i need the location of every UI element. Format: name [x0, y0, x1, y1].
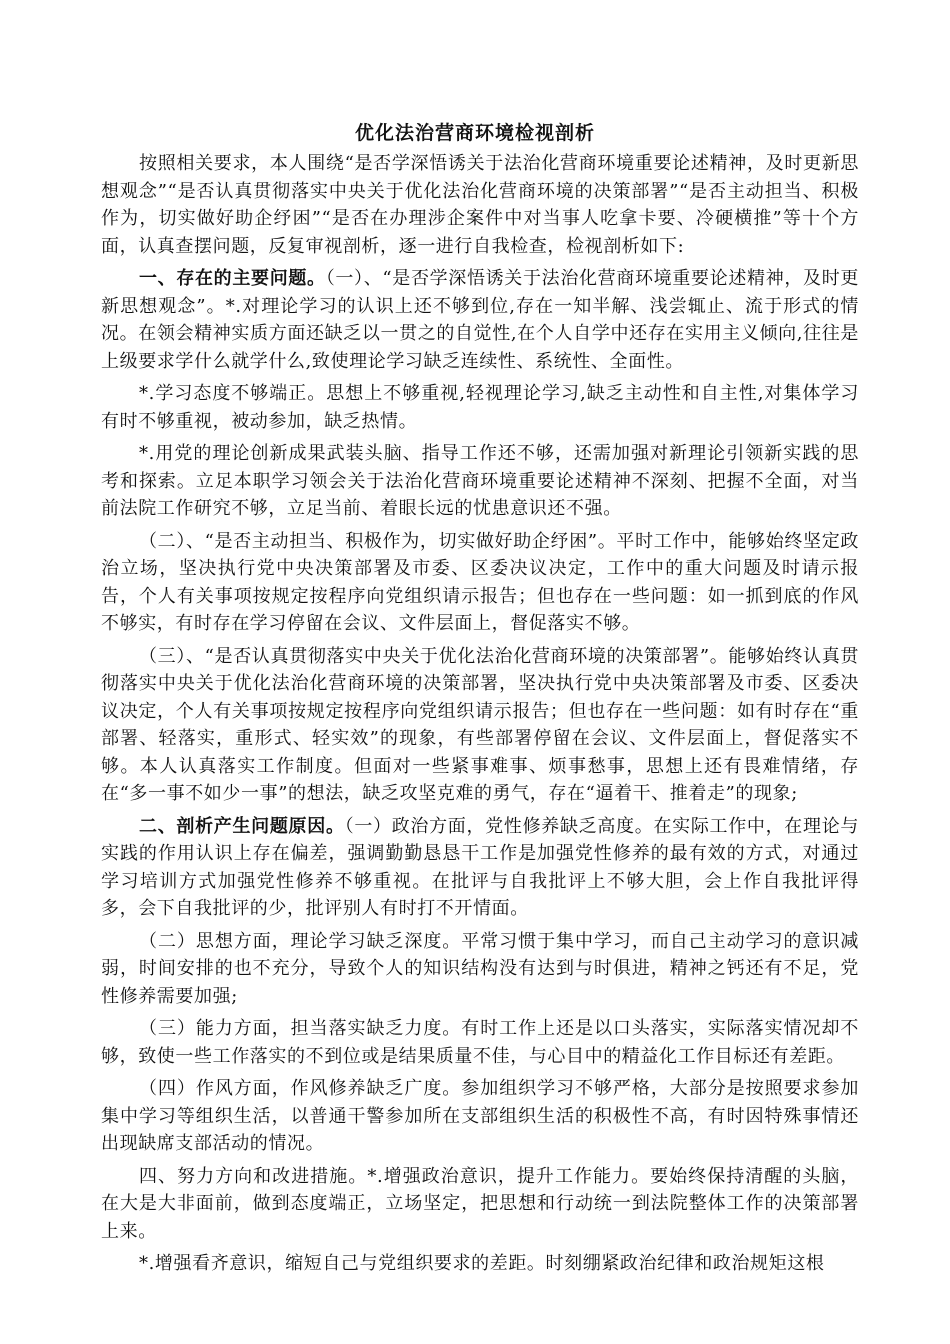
document-body [101, 150, 859, 1283]
paragraph [101, 1015, 859, 1070]
paragraph-text: （二）、“是否主动担当、积极作为，切实做好助企纾困”。平时工作中，能够始终坚定政治立场，坚决执行党中央决策部署及市委、区委决议决定，工作中的重大问题及时请示报告，个人有关事项按规定按程序向党组织请示报告；但也存在一些问题：如一抓到底的作风不够实，有时存在学习停留在会议、文件层面上，督促落实不够。 [101, 530, 859, 634]
paragraph [101, 928, 859, 1011]
paragraph-text: （二）思想方面，理论学习缺乏深度。平常习惯于集中学习，而自己主动学习的意识减弱，时间安排的也不充分，导致个人的知识结构没有达到与时俱进，精神之钙还有不足，党性修养需要加强; [101, 930, 859, 1007]
paragraph-text: *.用党的理论创新成果武装头脑、指导工作还不够，还需加强对新理论引领新实践的思考和探索。立足本职学习领会关于法治化营商环境重要论述精神不深刻、把握不全面，对当前法院工作研究不够，立足当前、着眼长远的忧患意识还不强。 [101, 443, 859, 519]
section-heading: 一、存在的主要问题。 [139, 268, 326, 289]
paragraph-section-2 [101, 813, 859, 923]
paragraph-section-1 [101, 265, 859, 375]
document-title: 优化法治营商环境检视剖析 [354, 122, 595, 144]
paragraph [101, 1250, 859, 1278]
paragraph-text: （四）作风方面，作风修养缺乏广度。参加组织学习不够严格，大部分是按照要求参加集中学习等组织生活，以普通干警参加所在支部组织生活的积极性不高，有时因特殊事情还出现缺席支部活动的情况。 [101, 1078, 859, 1154]
paragraph-text: （三）能力方面，担当落实缺乏力度。有时工作上还是以口头落实，实际落实情况却不够，致使一些工作落实的不到位或是结果质量不佳，与心目中的精益化工作目标还有差距。 [101, 1018, 859, 1067]
paragraph-text: *.学习态度不够端正。思想上不够重视,轻视理论学习,缺乏主动性和自主性,对集体学习有时不够重视，被动参加，缺乏热情。 [101, 383, 859, 432]
paragraph [101, 440, 859, 523]
paragraph-text: *.增强看齐意识，缩短自己与党组织要求的差距。时刻绷紧政治纪律和政治规矩这根 [139, 1253, 825, 1274]
paragraph-intro [101, 150, 859, 260]
paragraph-text: （一）、“是否学深悟诱关于法治化营商环境重要论述精神，及时更新思想观念”。*.对理论学习的认识上还不够到位,存在一知半解、浅尝辄止、流于形式的情况。在领会精神实质方面还缺乏以一贯之的自觉性,在个人自学中还存在实用主义倾向,往往是上级要求学什么就学什么,致使理论学习缺乏连续性、系统性、全面性。 [101, 268, 859, 372]
section-heading: 二、剖析产生问题原因。 [139, 815, 345, 837]
paragraph [101, 1075, 859, 1158]
paragraph-text: 四、努力方向和改进措施。*.增强政治意识，提升工作能力。要始终保持清醒的头脑，在大是大非面前，做到态度端正，立场坚定，把思想和行动统一到法院整体工作的决策部署上来。 [101, 1165, 859, 1242]
paragraph-section-4 [101, 1163, 859, 1246]
paragraph-text: （三）、“是否认真贯彻落实中央关于优化法治化营商环境的决策部署”。能够始终认真贯彻落实中央关于优化法治化营商环境的决策部署，坚决执行党中央决策部署及市委、区委决议决定，个人有关事项按规定按程序向党组织请示报告；但也存在一些问题：如有时存在“重部署、轻落实，重形式、轻实效”的现象，有些部署停留在会议、文件层面上，督促落实不够。本人认真落实工作制度。但面对一些紧事难事、烦事愁事，思想上还有畏难情绪，存在“多一事不如少一事”的想法，缺乏攻坚克难的勇气，存在“逼着干、推着走”的现象; [101, 645, 859, 804]
paragraph [101, 528, 859, 638]
paragraph [101, 643, 859, 808]
paragraph [101, 380, 859, 435]
paragraph-text: 按照相关要求，本人围绕“是否学深悟诱关于法治化营商环境重要论述精神，及时更新思想观念”“是否认真贯彻落实中央关于优化法治化营商环境的决策部署”“是否主动担当、积极作为，切实做好助企纾困”“是否在办理涉企案件中对当事人吃拿卡要、冷硬横推”等十个方面，认真查摆问题，反复审视剖析，逐一进行自我检查，检视剖析如下: [101, 153, 859, 257]
paragraph-text: （一）政治方面，党性修养缺乏高度。在实际工作中，在理论与实践的作用认识上存在偏差，强调勤勤恳恳干工作是加强党性修养的最有效的方式，对通过学习培训方式加强党性修养不够重视。在批评与自我批评上不够大胆，会上作自我批评得多，会下自我批评的少，批评别人有时打不开情面。 [101, 815, 859, 919]
